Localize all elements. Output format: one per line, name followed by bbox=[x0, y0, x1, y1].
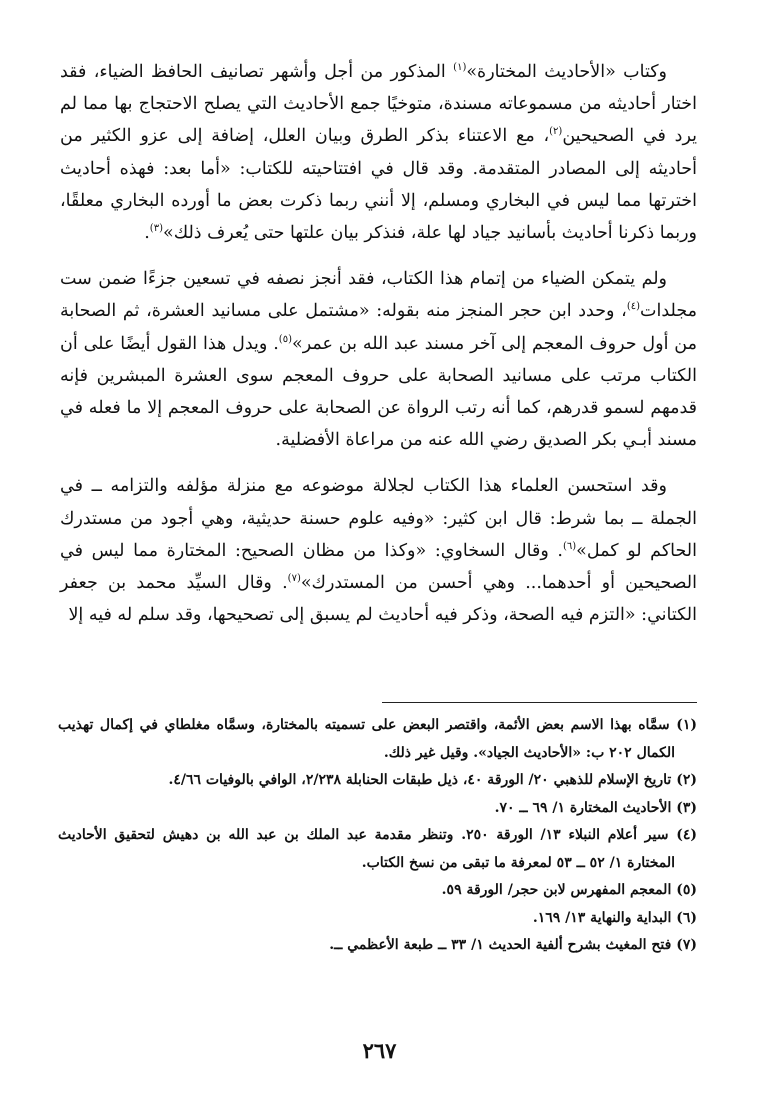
footnote-1 bbox=[58, 712, 697, 767]
footnote-number: (٤) bbox=[676, 827, 698, 843]
footnote-number: (١) bbox=[676, 717, 698, 733]
footnote-6 bbox=[58, 905, 697, 933]
footnote-marker: (٣) bbox=[149, 223, 163, 235]
paragraph-text: وكتاب «الأحاديث المختارة» bbox=[466, 62, 668, 82]
paragraph-text: ولم يتمكن الضياء من إتمام هذا الكتاب، فقد أنجز نصفه في تسعين جزءًا ضمن ست مجلدات bbox=[60, 269, 697, 322]
footnote-marker: (٥) bbox=[278, 333, 292, 345]
paragraph-text: . ويدل هذا القول أيضًا على أن الكتاب مرتب على مسانيد الصحابة على حروف المعجم سوى العشرة المبشرين فإنه قدمهم لسمو قدرهم، كما أنه رتب الرواة عن الصحابة على حروف المعجم إلا ما فعله في مسند أبـي بكر الصديق رضي الله عنه من مراعاة الأفضلية. bbox=[60, 333, 697, 451]
footnote-text: سمَّاه بهذا الاسم بعض الأئمة، واقتصر البعض على تسميته بالمختارة، وسمَّاه مغلطاي في إكمال تهذيب الكمال ٢٠٢ ب: «الأحاديث الجياد». وقيل غير ذلك. bbox=[58, 717, 675, 761]
footnote-marker: (٢) bbox=[549, 126, 563, 138]
footnote-text: سير أعلام النبلاء ١٣/ الورقة ٢٥٠. وتنظر مقدمة عبد الملك بن عبد الله بن دهيش لتحقيق الأحاديث المختارة ١/ ٥٢ ــ ٥٣ لمعرفة ما تبقى من نسخ الكتاب. bbox=[58, 827, 675, 871]
main-text bbox=[60, 56, 697, 645]
page-number: ٢٦٧ bbox=[362, 1038, 397, 1063]
footnote-text: البداية والنهاية ١٣/ ١٦٩. bbox=[532, 909, 672, 926]
paragraph-text: وقد استحسن العلماء هذا الكتاب لجلالة موضوعه مع منزلة مؤلفه والتزامه ــ في الجملة ــ بما شرط: قال ابن كثير: «وفيه علوم حسنة حديثية، وهي أجود من مستدرك الحاكم لو كمل» bbox=[60, 476, 697, 561]
paragraph-2 bbox=[60, 263, 697, 456]
footnote-text: فتح المغيث بشرح ألفية الحديث ١/ ٣٣ ــ طبعة الأعظمي ــ. bbox=[329, 937, 672, 953]
footnote-7 bbox=[58, 932, 697, 960]
footnote-3 bbox=[58, 795, 697, 823]
footnote-marker: (٤) bbox=[626, 301, 640, 313]
footnote-number: (٢) bbox=[676, 772, 697, 788]
footnote-5 bbox=[58, 877, 697, 905]
footnote-marker: (١) bbox=[453, 62, 467, 74]
paragraph-text: . bbox=[144, 223, 150, 244]
paragraph-3 bbox=[60, 470, 697, 631]
footnote-number: (٦) bbox=[676, 909, 697, 926]
footnote-marker: (٧) bbox=[287, 573, 301, 585]
footnote-marker: (٦) bbox=[562, 541, 577, 553]
paragraph-text: ، وحدد ابن حجر المنجز منه بقوله: «مشتمل على مسانيد العشرة، ثم الصحابة من أول حروف المعجم إلى آخر مسند عبد الله بن عمر» bbox=[60, 301, 698, 354]
paragraph-text: ، مع الاعتناء بذكر الطرق وبيان العلل، إضافة إلى عزو الكثير من أحاديثه إلى المصادر المتقدمة. وقد قال في افتتاحيته للكتاب: «أما بعد: فهذه أحاديث اخترتها مما ليس في البخاري ومسلم، إلا أنني ربما ذكرت بعض ما أورده البخاري معلقًا، وربما ذكرنا أحاديث بأسانيد جياد لها علة، فنذكر بيان علتها حتى يُعرف ذلك» bbox=[60, 126, 697, 244]
paragraph-1 bbox=[60, 56, 697, 249]
paragraph-text: . وقال السيِّد محمد بن جعفر الكتاني: «التزم فيه الصحة، وذكر فيه أحاديث لم يسبق إلى تصحيحها، وقد سلم له فيه إلا bbox=[60, 573, 697, 626]
footnote-number: (٣) bbox=[676, 799, 697, 816]
paragraph-text: . وقال السخاوي: «وكذا من مظان الصحيح: المختارة مما ليس في الصحيحين أو أحدهما... وهي أحسن من المستدرك» bbox=[60, 540, 697, 594]
paragraph-text: المذكور من أجل وأشهر تصانيف الحافظ الضياء، فقد اختار أحاديثه من مسموعاته مسندة، متوخيًا جمع الأحاديث التي يصلح الاحتجاج بها مما لم يرد في الصحيحين bbox=[60, 62, 697, 147]
footnote-text: المعجم المفهرس لابن حجر/ الورقة ٥٩. bbox=[441, 882, 672, 898]
footnote-number: (٧) bbox=[676, 937, 697, 953]
footnote-4 bbox=[58, 822, 697, 877]
footnote-2 bbox=[58, 767, 697, 795]
footnote-text: الأحاديث المختارة ١/ ٦٩ ــ ٧٠. bbox=[494, 799, 672, 816]
footnotes bbox=[58, 712, 697, 960]
footnote-separator bbox=[382, 702, 697, 703]
footnote-text: تاريخ الإسلام للذهبي ٢٠/ الورقة ٤٠، ذيل طبقات الحنابلة ٢/٢٣٨، الوافي بالوفيات ٤/٦٦. bbox=[168, 772, 672, 788]
footnote-number: (٥) bbox=[676, 882, 697, 898]
